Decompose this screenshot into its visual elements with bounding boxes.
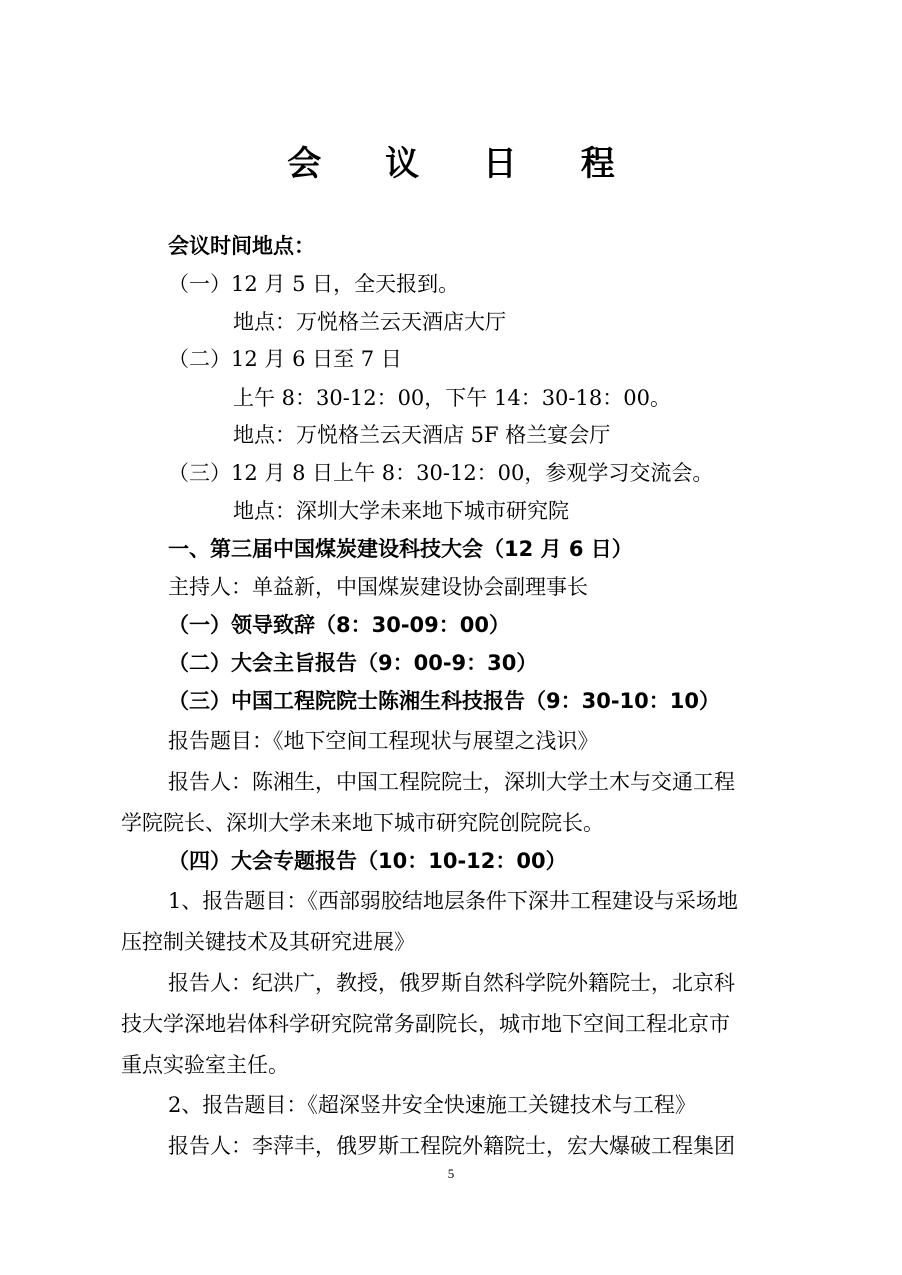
report-1-topic-line-1: 1、报告题目：《西部弱胶结地层条件下深井工程建设与采场地 <box>168 889 738 913</box>
meeting-item-3-location: 地点：深圳大学未来地下城市研究院 <box>233 499 569 523</box>
sub-3-topic: 报告题目：《地下空间工程现状与展望之浅识》 <box>168 729 599 753</box>
meeting-item-2-location: 地点：万悦格兰云天酒店 5F 格兰宴会厅 <box>233 423 611 447</box>
meeting-item-3: （三）12 月 8 日上午 8：30-12：00，参观学习交流会。 <box>168 461 714 485</box>
meeting-info-heading: 会议时间地点： <box>168 234 315 258</box>
report-1-reporter-line-3: 重点实验室主任。 <box>121 1053 289 1077</box>
report-2-topic: 2、报告题目：《超深竖井安全快速施工关键技术与工程》 <box>168 1093 696 1117</box>
sub-3-reporter-line-2: 学院院长、深圳大学未来地下城市研究院创院院长。 <box>121 811 604 835</box>
page-title: 会 议 日 程 <box>287 144 641 184</box>
meeting-item-1-location: 地点：万悦格兰云天酒店大厅 <box>233 310 506 334</box>
meeting-item-1: （一）12 月 5 日，全天报到。 <box>168 272 460 296</box>
meeting-item-2: （二）12 月 6 日至 7 日 <box>168 347 402 371</box>
section-1-sub-1: （一）领导致辞（8：30-09：00） <box>168 613 510 637</box>
meeting-item-2-time: 上午 8：30-12：00，下午 14：30-18：00。 <box>233 386 671 410</box>
section-1-heading: 一、第三届中国煤炭建设科技大会（12 月 6 日） <box>168 537 633 561</box>
section-1-sub-4: （四）大会专题报告（10：10-12：00） <box>168 849 567 873</box>
page-number: 5 <box>447 1166 455 1181</box>
sub-3-reporter-line-1: 报告人：陈湘生，中国工程院院士，深圳大学土木与交通工程 <box>168 770 735 794</box>
report-2-reporter-line-1: 报告人：李萍丰，俄罗斯工程院外籍院士，宏大爆破工程集团 <box>168 1134 735 1158</box>
section-1-sub-3: （三）中国工程院院士陈湘生科技报告（9：30-10：10） <box>168 689 720 713</box>
section-1-sub-2: （二）大会主旨报告（9：00-9：30） <box>168 651 538 675</box>
report-1-topic-line-2: 压控制关键技术及其研究进展》 <box>121 930 415 954</box>
report-1-reporter-line-2: 技大学深地岩体科学研究院常务副院长，城市地下空间工程北京市 <box>121 1012 730 1036</box>
report-1-reporter-line-1: 报告人：纪洪广，教授，俄罗斯自然科学院外籍院士，北京科 <box>168 971 735 995</box>
section-1-host: 主持人：单益新，中国煤炭建设协会副理事长 <box>168 575 588 599</box>
